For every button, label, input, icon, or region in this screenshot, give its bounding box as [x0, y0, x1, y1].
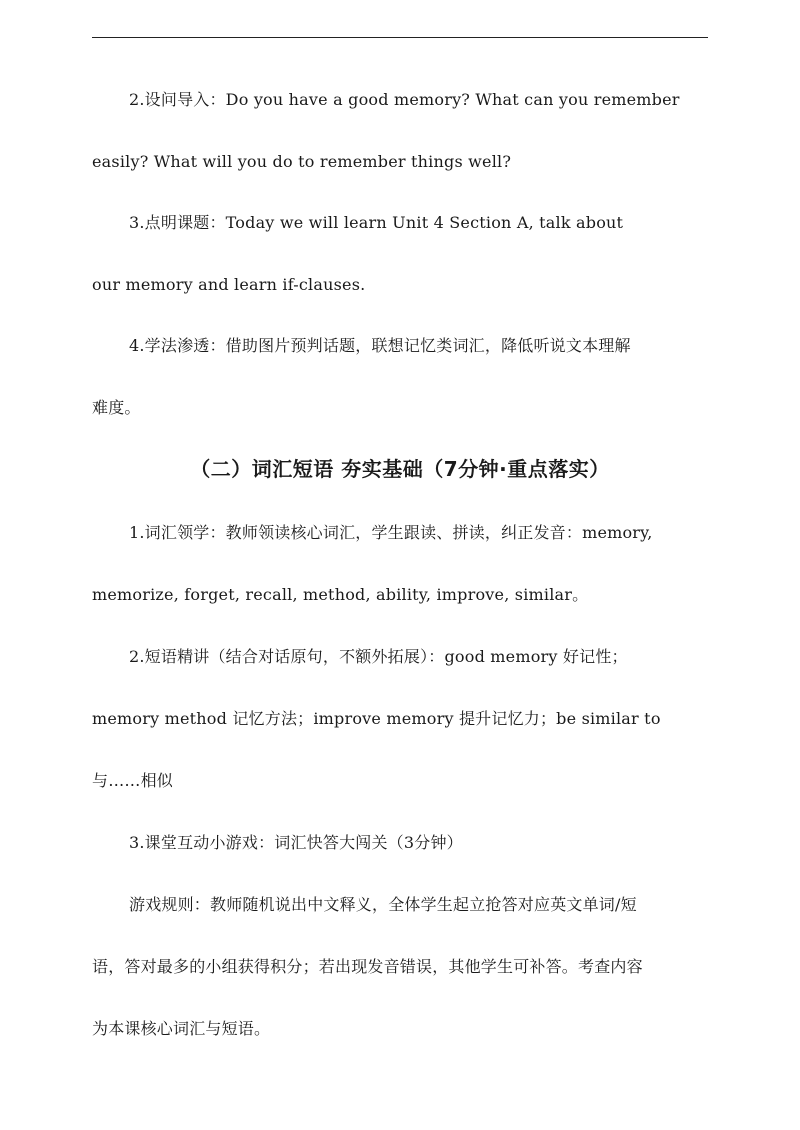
header-rule — [92, 37, 708, 38]
paragraph-line: 3.点明课题：Today we will learn Unit 4 Section A, talk about — [129, 213, 624, 232]
paragraph-line: 游戏规则：教师随机说出中文释义，全体学生起立抢答对应英文单词/短 — [129, 895, 637, 914]
paragraph-line: 与……相似 — [92, 771, 174, 790]
paragraph-line: 语，答对最多的小组获得积分；若出现发音错误，其他学生可补答。考查内容 — [92, 957, 643, 976]
paragraph-line: 3.课堂互动小游戏：词汇快答大闯关（3分钟） — [129, 833, 463, 852]
paragraph-line: 1.词汇领学：教师领读核心词汇，学生跟读、拼读，纠正发音：memory, — [129, 523, 653, 542]
paragraph-line: 2.短语精讲（结合对话原句，不额外拓展）：good memory 好记性； — [129, 647, 628, 666]
paragraph-line: memorize, forget, recall, method, ability, improve, similar。 — [92, 585, 589, 604]
paragraph-line: 2.设问导入：Do you have a good memory? What can you remember — [129, 90, 680, 109]
paragraph-line: memory method 记忆方法；improve memory 提升记忆力；be similar to — [92, 709, 661, 728]
paragraph-line: 难度。 — [92, 398, 141, 417]
paragraph-line: 为本课核心词汇与短语。 — [92, 1019, 271, 1038]
paragraph-line: 4.学法渗透：借助图片预判话题，联想记忆类词汇，降低听说文本理解 — [129, 336, 631, 355]
section-heading: （二）词汇短语 夯实基础（7分钟·重点落实） — [190, 457, 610, 481]
paragraph-line: our memory and learn if-clauses. — [92, 275, 366, 294]
paragraph-line: easily? What will you do to remember things well? — [92, 152, 512, 171]
